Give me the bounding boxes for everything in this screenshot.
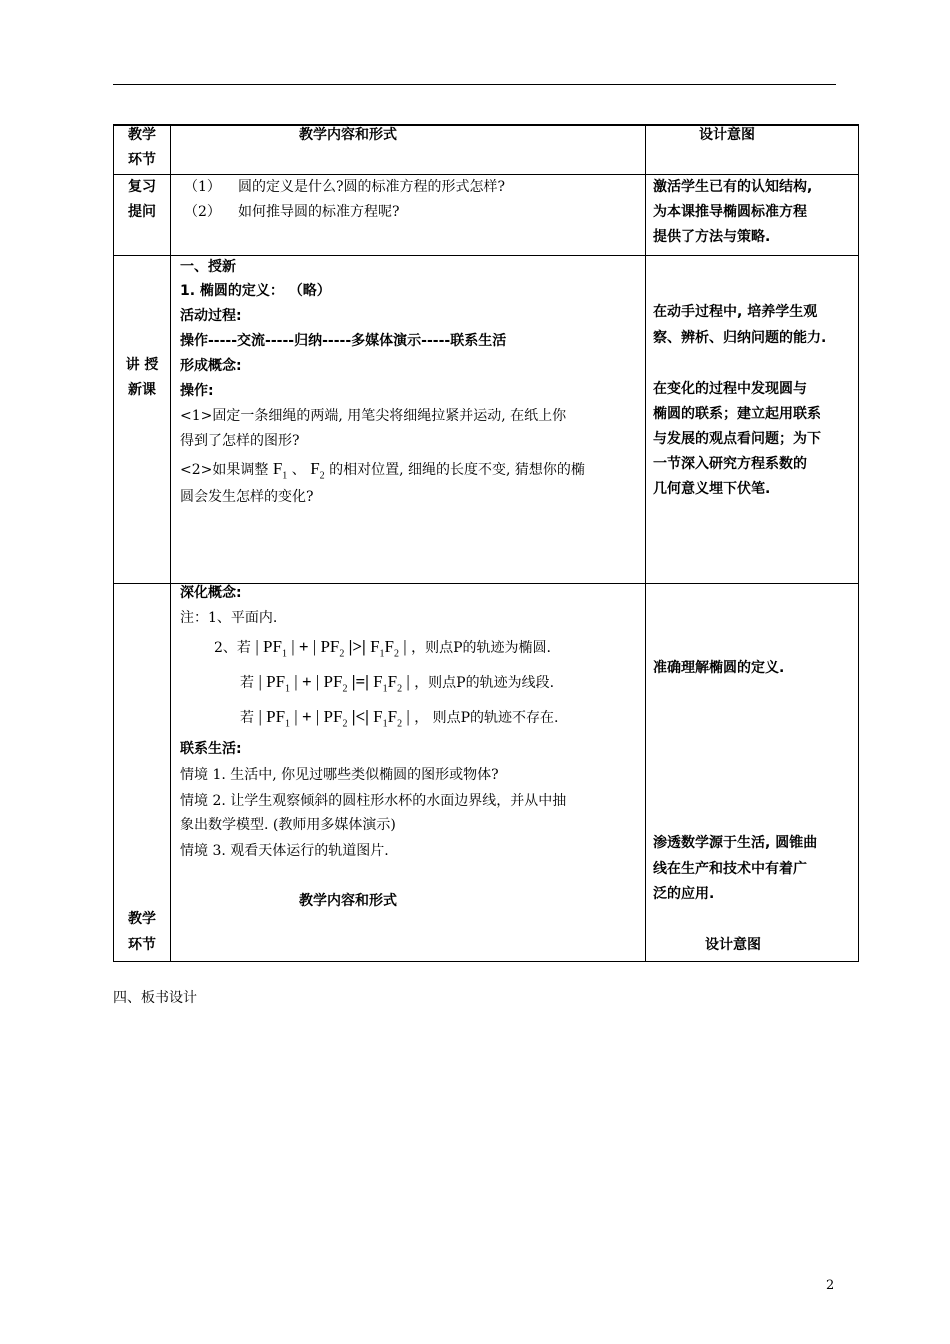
header-col2: 教学内容和形式 [299, 127, 397, 143]
deepen-intent2-line1: 渗透数学源于生活, 圆锥曲 [653, 835, 818, 851]
lecture-op2-line2: 圆会发生怎样的变化? [180, 489, 314, 505]
lecture-col1-line1: 讲 授 [125, 357, 159, 373]
lecture-intent2-line5: 几何意义埋下伏笔. [653, 481, 771, 497]
deepen-note3: 若 | $PF_1$ | + | $PF_2$ |=| $F_1F_2$ | ，则点P的轨迹为线段. [240, 672, 555, 695]
math-condition-eq: | $PF_1$ | + | $PF_2$ |=| $F_1F_2$ | [258, 672, 410, 695]
deepen-scenario3: 情境 3. 观看天体运行的轨道图片. [180, 843, 389, 859]
repeat-header-col1-line2: 环节 [128, 937, 156, 953]
lecture-col1-line2: 新课 [128, 382, 156, 398]
deepen-intent2-line3: 泛的应用. [653, 886, 715, 902]
column-divider [645, 125, 646, 961]
review-q2-number: （2） [184, 204, 221, 220]
lecture-activity: 活动过程: [180, 308, 242, 324]
lecture-op1-line2: 得到了怎样的图形? [180, 433, 300, 449]
review-intent-line2: 为本课推导椭圆标准方程 [653, 204, 807, 220]
row-divider [114, 174, 858, 175]
review-q1-number: （1） [184, 179, 221, 195]
lecture-concept: 形成概念: [180, 358, 242, 374]
math-condition-lt: | $PF_1$ | + | $PF_2$ |<| $F_1F_2$ | [258, 707, 410, 730]
math-f1: $F_1$ [272, 459, 288, 482]
op2-suffix: 的相对位置, 细绳的长度不变, 猜想你的椭 [329, 462, 585, 478]
lecture-intent1-line2: 察、辨析、归纳问题的能力. [653, 330, 827, 346]
repeat-header-col2: 教学内容和形式 [299, 893, 397, 909]
lecture-op1-line1: <1>固定一条细绳的两端, 用笔尖将细绳拉紧并运动, 在纸上你 [180, 408, 567, 424]
deepen-heading: 深化概念: [180, 585, 242, 601]
lecture-heading: 一、授新 [180, 259, 236, 275]
lecture-intent1-line1: 在动手过程中, 培养学生观 [653, 304, 818, 320]
lecture-flow: 操作-----交流-----归纳-----多媒体演示-----联系生活 [180, 333, 507, 349]
lesson-table [113, 124, 859, 962]
lecture-op: 操作: [180, 383, 214, 399]
lecture-op2-line1 [180, 459, 585, 486]
repeat-header-col1-line1: 教学 [128, 911, 156, 927]
lecture-intent2-line3: 与发展的观点看问题；为下 [653, 431, 821, 447]
section-board-design: 四、板书设计 [113, 990, 197, 1006]
deepen-scenario2-line1: 情境 2. 让学生观察倾斜的圆柱形水杯的水面边界线，并从中抽 [180, 793, 567, 809]
review-intent-line3: 提供了方法与策略. [653, 229, 771, 245]
deepen-note4: 若 | $PF_1$ | + | $PF_2$ |<| $F_1F_2$ | ， 则点P的轨迹不存在. [240, 707, 559, 730]
page-number: 2 [826, 1278, 835, 1293]
deepen-note2: 2、若 | $PF_1$ | + | $PF_2$ |>| $F_1F_2$ | ，则点P的轨迹为椭圆. [214, 637, 551, 660]
header-col3: 设计意图 [699, 127, 755, 143]
deepen-intent1: 准确理解椭圆的定义. [653, 660, 785, 676]
lecture-intent2-line4: 一节深入研究方程系数的 [653, 456, 807, 472]
math-condition-gt: | $PF_1$ | + | $PF_2$ |>| $F_1F_2$ | [255, 637, 407, 660]
header-col1-line2: 环节 [128, 152, 156, 168]
header-col1-line1: 教学 [128, 127, 156, 143]
deepen-note1: 注：1、平面内. [180, 610, 278, 626]
deepen-life: 联系生活: [180, 741, 242, 757]
column-divider [170, 125, 171, 961]
lecture-intent2-line1: 在变化的过程中发现圆与 [653, 381, 807, 397]
math-f2: $F_2$ [310, 459, 325, 482]
deepen-scenario2-line2: 象出数学模型. (教师用多媒体演示) [180, 817, 396, 833]
page-header-rule [113, 84, 836, 85]
deepen-scenario1: 情境 1. 生活中, 你见过哪些类似椭圆的图形或物体? [180, 767, 499, 783]
lecture-item1: 1. 椭圆的定义： （略） [180, 283, 331, 299]
row-divider [114, 255, 858, 256]
repeat-header-col3: 设计意图 [705, 937, 761, 953]
op2-separator: 、 [291, 462, 306, 478]
lecture-intent2-line2: 椭圆的联系；建立起用联系 [653, 406, 821, 422]
deepen-intent2-line2: 线在生产和技术中有着广 [653, 861, 807, 877]
review-intent-line1: 激活学生已有的认知结构, [653, 179, 813, 195]
review-q2: 如何推导圆的标准方程呢? [238, 204, 400, 220]
review-q1: 圆的定义是什么?圆的标准方程的形式怎样? [238, 179, 506, 195]
review-col1-line2: 提问 [128, 204, 156, 220]
review-col1-line1: 复习 [128, 179, 156, 195]
op2-prefix: <2>如果调整 [180, 462, 269, 478]
